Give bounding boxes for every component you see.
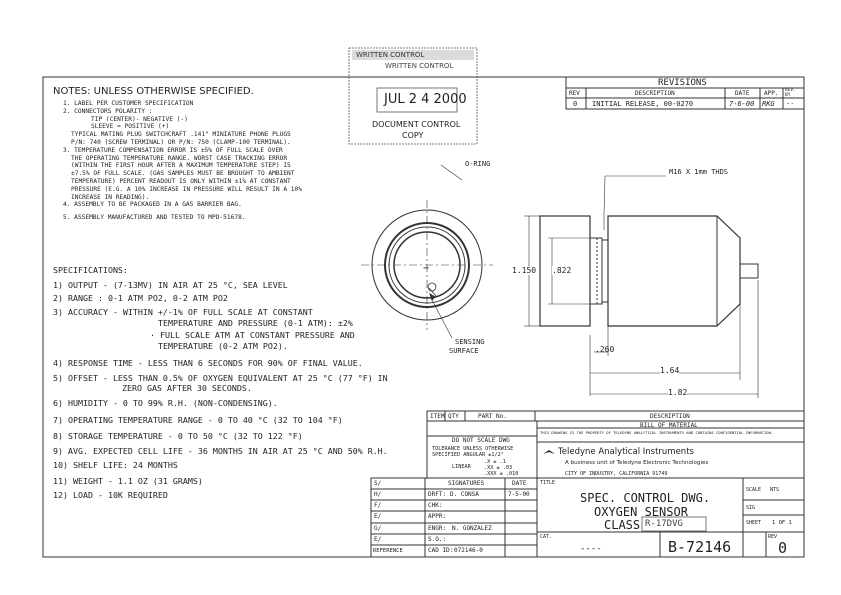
title-line1: SPEC. CONTROL DWG. [580,491,711,505]
spec-line: ZERO GAS AFTER 30 SECONDS. [122,383,252,393]
stamp-mid: WRITTEN CONTROL [385,62,454,70]
note-line: 4. ASSEMBLY TO BE PACKAGED IN A GAS BARRIER BAG. [63,201,242,209]
spec-line: 11) WEIGHT - 1.1 OZ (31 GRAMS) [53,476,203,486]
bom-header-item: ITEM [430,413,445,420]
spec-line: 3) ACCURACY - WITHIN +/-1% OF FULL SCALE AT CONSTANT [53,307,313,317]
note-line: (WITHIN THE FIRST HOUR AFTER A MAXIMUM TEMPERATURE STEP) IS [71,162,291,170]
tolerance-x: .X ± .1 [484,459,506,465]
dim-164: 1.64 [660,366,680,375]
scale-label: SCALE [746,487,762,493]
sig-row-label: H/ [374,491,382,498]
tolerance-linear: LINEAR [452,464,471,470]
tolerance-xx: .XX ± .03 [484,465,513,471]
spec-line: TEMPERATURE (0-2 ATM PO2). [158,341,288,351]
note-line: PRESSURE (E.G. A 10% INCREASE IN PRESSURE WILL RESULT IN A 10% [71,185,302,193]
drawing-number: B-72146 [668,538,732,556]
revisions-title: REVISIONS [658,78,707,88]
note-line: TIP (CENTER)- NEGATIVE (-) [91,115,188,123]
sensor-front-view [361,165,493,338]
spec-line: 10) SHELF LIFE: 24 MONTHS [53,460,178,470]
note-line: INCREASE IN READING). [71,193,150,201]
class-value: R-17DVG [645,519,683,529]
rev-row-revby: -- [786,100,795,108]
sig-row-label: G/ [374,525,382,532]
spec-line: 9) AVG. EXPECTED CELL LIFE - 36 MONTHS IN AIR AT 25 °C AND 50% R.H. [53,446,388,456]
tolerance-xxx: .XXX ± .010 [484,471,519,477]
label-surface: SURFACE [449,347,479,355]
sig-row-role: DRFT: [428,491,447,498]
rev-header-rev: REV [569,90,580,97]
note-line: TYPICAL MATING PLUG SWITCHCRAFT .141" MINIATURE PHONE PLUGS [71,131,291,139]
minus-symbol: − [423,263,430,274]
note-line: SLEEVE = POSITIVE (+) [91,123,170,131]
rev-row-description: INITIAL RELEASE, 00-0270 [592,100,694,108]
sensor-side-view [524,176,758,398]
title-label: TITLE [540,480,556,486]
sig-row-role: ENGR: [428,525,447,532]
rev-value: 0 [778,539,788,557]
notes-list [63,100,363,222]
sig-row-role: CAD ID: [428,547,454,554]
spec-line: 6) HUMIDITY - 0 TO 99% R.H. (NON-CONDENSING). [53,398,278,408]
dim-1150: 1.150 [512,266,537,275]
sig-row-role: SIGNATURES [448,480,485,487]
sig-row-label: S/ [374,480,382,487]
sheet-value: 1 OF 1 [772,520,792,526]
note-line: 3. TEMPERATURE COMPENSATION ERROR IS ±5% OF FULL SCALE OVER [63,146,283,154]
rev-row-rev: 0 [573,100,578,108]
note-line: ±7.5% OF FULL SCALE. (GAS SAMPLES MUST BE BROUGHT TO AMBIENT [71,170,295,178]
bom-header-qty: QTY [448,413,459,420]
rev-header-revby: REV. BY [785,88,796,98]
rev-label: REV [768,534,778,540]
label-oring: O-RING [465,160,491,168]
cat-value: ---- [580,544,602,554]
rev-row-app: RKG [762,100,775,108]
rev-row-date: 7-6-00 [729,100,755,108]
spec-line: 4) RESPONSE TIME - LESS THAN 6 SECONDS FOR 90% OF FINAL VALUE. [53,358,363,368]
bom-title: BILL OF MATERIAL [640,422,698,429]
sig-row-name: 072146-0 [454,547,483,554]
sig-row-role: S.O.: [428,536,447,543]
sig-row-label: E/ [374,536,382,543]
bom-header-description: DESCRIPTION [650,413,690,420]
sig-row-role: APPR: [428,513,447,520]
spec-line: 8) STORAGE TEMPERATURE - 0 TO 50 °C (32 TO 122 °F) [53,431,303,441]
spec-line: · FULL SCALE ATM AT CONSTANT PRESSURE AND [150,330,355,340]
teledyne-logo-icon [543,450,555,454]
spec-line: 12) LOAD - 10K REQUIRED [53,490,168,500]
sig-row-label: REFERENCE [373,548,403,554]
spec-line: 7) OPERATING TEMPERATURE RANGE - 0 TO 40 °C (32 TO 104 °F) [53,415,343,425]
sig-row-label: F/ [374,502,382,509]
sig-row-name: N. GONZALEZ [452,525,492,532]
label-threads: M16 X 1mm THDS [669,168,729,176]
sig-row-label: E/ [374,513,382,520]
company-name: Teledyne Analytical Instruments [558,447,694,457]
notes-title: NOTES: UNLESS OTHERWISE SPECIFIED. [53,86,254,97]
spec-line: TEMPERATURE AND PRESSURE (0-1 ATM): ±2% [158,318,353,328]
dim-822: .822 [552,266,572,275]
scale-value: NTS [770,487,780,493]
rev-header-description: DESCRIPTION [635,90,675,97]
sheet-label: SHEET [746,520,762,526]
class-label: CLASS [604,518,641,532]
sig-label: SIG [746,505,756,511]
spec-line: 5) OFFSET - LESS THAN 0.5% OF OXYGEN EQUIVALENT AT 25 °C (77 °F) IN [53,373,388,383]
sig-row-date: DATE [512,480,527,487]
note-line: THE OPERATING TEMPERATURE RANGE. WORST CASE TRACKING ERROR [71,154,288,162]
note-line: 5. ASSEMBLY MANUFACTURED AND TESTED TO MPD-51678. [63,214,246,222]
bom-header-partno: PART No. [478,413,507,420]
sig-row-date: 7-5-00 [508,491,530,498]
spec-line: 1) OUTPUT - (7-13MV) IN AIR AT 25 °C, SEA LEVEL [53,280,288,290]
company-city: CITY OF INDUSTRY, CALIFORNIA 91749 [565,471,668,477]
no-scale-note: DO NOT SCALE DWG [452,437,510,444]
stamp-document-control: DOCUMENT CONTROL [372,120,461,129]
sig-row-role: CHK: [428,502,443,509]
stamp-date: JUL 2 4 2000 [384,92,467,107]
specs-title: SPECIFICATIONS: [53,265,128,275]
dim-260: .260 [595,345,615,354]
tolerance-line1: TOLERANCE UNLESS OTHERWISE [432,446,514,452]
cat-label: CAT. [540,534,553,540]
note-line: 2. CONNECTORS POLARITY : [63,107,153,115]
tolerance-line2: SPECIFIED ANGULAR ±1/2° [432,452,504,458]
spec-line: 2) RANGE : 0-1 ATM PO2, 0-2 ATM PO2 [53,293,228,303]
stamp-copy: COPY [402,131,424,140]
dim-182: 1.82 [668,388,688,397]
note-line: TEMPERATURE) PERCENT READOUT IS ONLY WITHIN ±1% AT CONSTANT [71,177,291,185]
rev-header-app: APP. [764,90,779,97]
note-line: P/N: 740 (SCREW TERMINAL) OR P/N: 750 (CLAMP-100 TERMINAL). [71,138,291,146]
label-sensing: SENSING [455,338,485,346]
proprietary-note: THIS DRAWING IS THE PROPERTY OF TELEDYNE ANALYTICAL INSTRUMENTS AND CONTAINS CONFIDENTIAL INFORMATION. [540,430,774,435]
note-line: 1. LABEL PER CUSTOMER SPECIFICATION [63,100,194,107]
sig-row-name: D. CONSA [450,491,479,498]
company-subtitle: A business unit of Teledyne Electronic Technologies [565,460,709,466]
rev-header-date: DATE [735,90,750,97]
title-line2: OXYGEN SENSOR [594,505,688,519]
stamp-top: WRITTEN CONTROL [356,51,425,59]
